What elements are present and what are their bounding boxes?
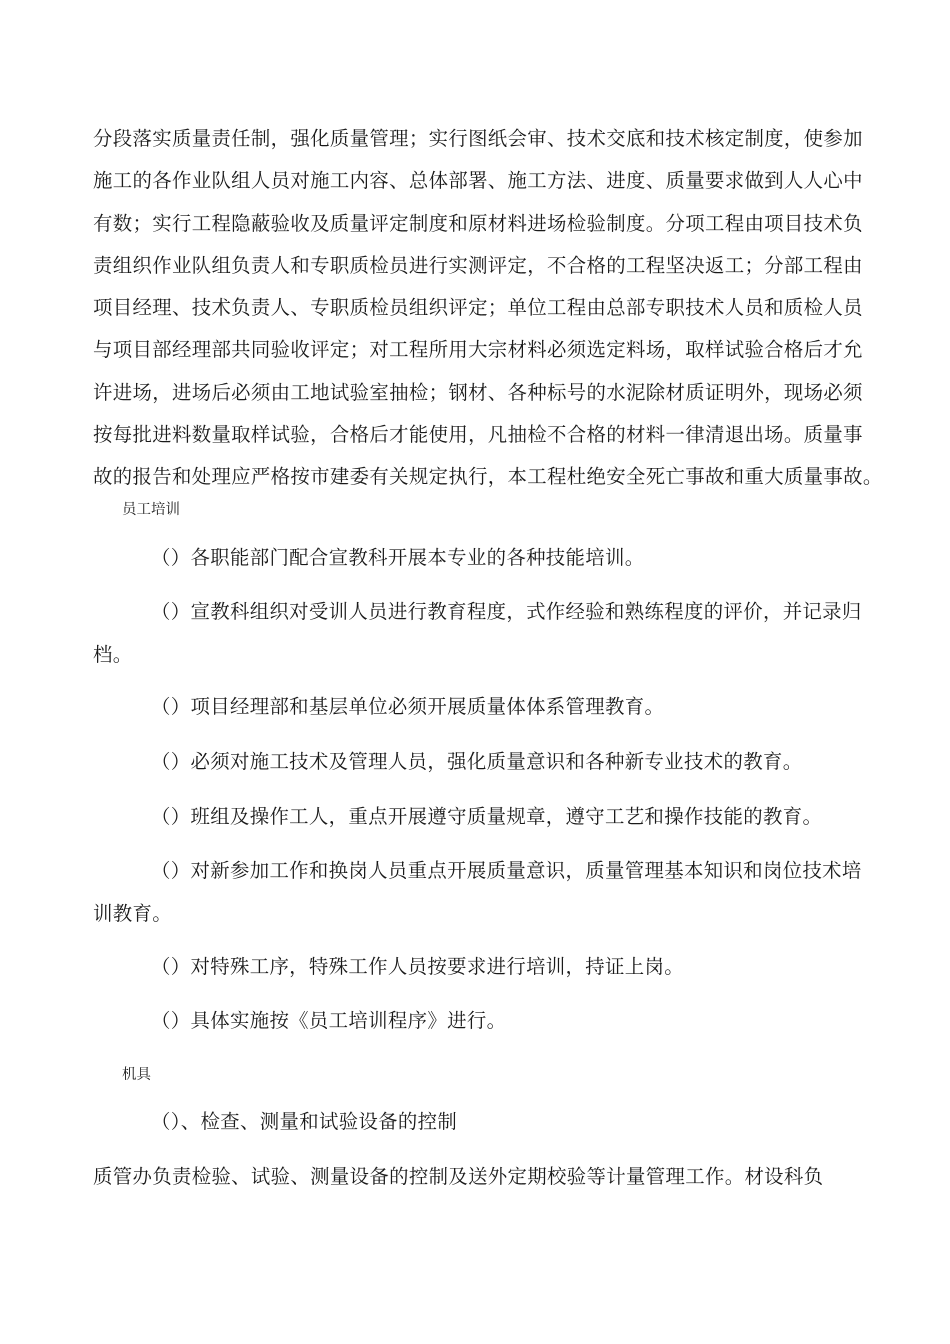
- training-item: [93, 1000, 853, 1043]
- item-text: （）、检查、测量和试验设备的控制: [151, 1110, 458, 1133]
- paragraph-line: 故的报告和处理应严格按市建委有关规定执行，本工程杜绝安全死亡事故和重大质量事故。: [93, 465, 883, 489]
- quality-management-paragraph: [93, 118, 883, 499]
- equipment-item: [93, 1101, 853, 1144]
- paragraph-line: 与项目部经理部共同验收评定；对工程所用大宗材料必须选定料场，取样试验合格后才允: [93, 338, 863, 362]
- item-text: （）具体实施按《员工培训程序》进行。: [151, 1009, 507, 1032]
- paragraph-line: 按每批进料数量取样试验，合格后才能使用，凡抽检不合格的材料一律清退出场。质量事: [93, 423, 863, 447]
- item-text: （）必须对施工技术及管理人员，强化质量意识和各种新专业技术的教育。: [151, 750, 803, 773]
- section-heading-equipment: 机具: [122, 1067, 151, 1083]
- paragraph-line: 分段落实质量责任制，强化质量管理；实行图纸会审、技术交底和技术核定制度，使参加: [93, 127, 863, 150]
- item-text: （）项目经理部和基层单位必须开展质量体体系管理教育。: [151, 695, 665, 718]
- paragraph-line: 施工的各作业队组人员对施工内容、总体部署、施工方法、进度、质量要求做到人人心中: [93, 169, 863, 193]
- paragraph-line: 许进场，进场后必须由工地试验室抽检；钢材、各种标号的水泥除材质证明外，现场必须: [93, 380, 863, 404]
- paragraph-line: 有数；实行工程隐蔽验收及质量评定制度和原材料进场检验制度。分项工程由项目技术负: [93, 211, 863, 235]
- item-text: （）各职能部门配合宣教科开展本专业的各种技能培训。: [151, 546, 645, 569]
- item-text: （）对特殊工序，特殊工作人员按要求进行培训，持证上岗。: [151, 955, 684, 978]
- item-text-continued: 训教育。: [93, 901, 172, 925]
- section-heading-training: 员工培训: [122, 502, 180, 518]
- measurement-equipment-paragraph: 质管办负责检验、试验、测量设备的控制及送外定期校验等计量管理工作。材设科负: [93, 1165, 824, 1188]
- paragraph-line: 责组织作业队组负责人和专职质检员进行实测评定，不合格的工程坚决返工；分部工程由: [93, 253, 863, 277]
- training-item: [93, 537, 853, 580]
- item-text-continued: 档。: [93, 642, 133, 666]
- training-item: [93, 946, 853, 989]
- training-item: [93, 850, 862, 935]
- training-item: [93, 796, 853, 839]
- paragraph-line: 项目经理、技术负责人、专职质检员组织评定；单位工程由总部专职技术人员和质检人员: [93, 296, 863, 320]
- training-item: [93, 741, 853, 784]
- item-text: （）班组及操作工人，重点开展遵守质量规章，遵守工艺和操作技能的教育。: [151, 805, 823, 828]
- training-item: [93, 591, 862, 676]
- training-item: [93, 686, 853, 729]
- item-text: （）宣教科组织对受训人员进行教育程度，式作经验和熟练程度的评价，并记录归: [151, 600, 862, 623]
- item-text: （）对新参加工作和换岗人员重点开展质量意识，质量管理基本知识和岗位技术培: [151, 859, 862, 882]
